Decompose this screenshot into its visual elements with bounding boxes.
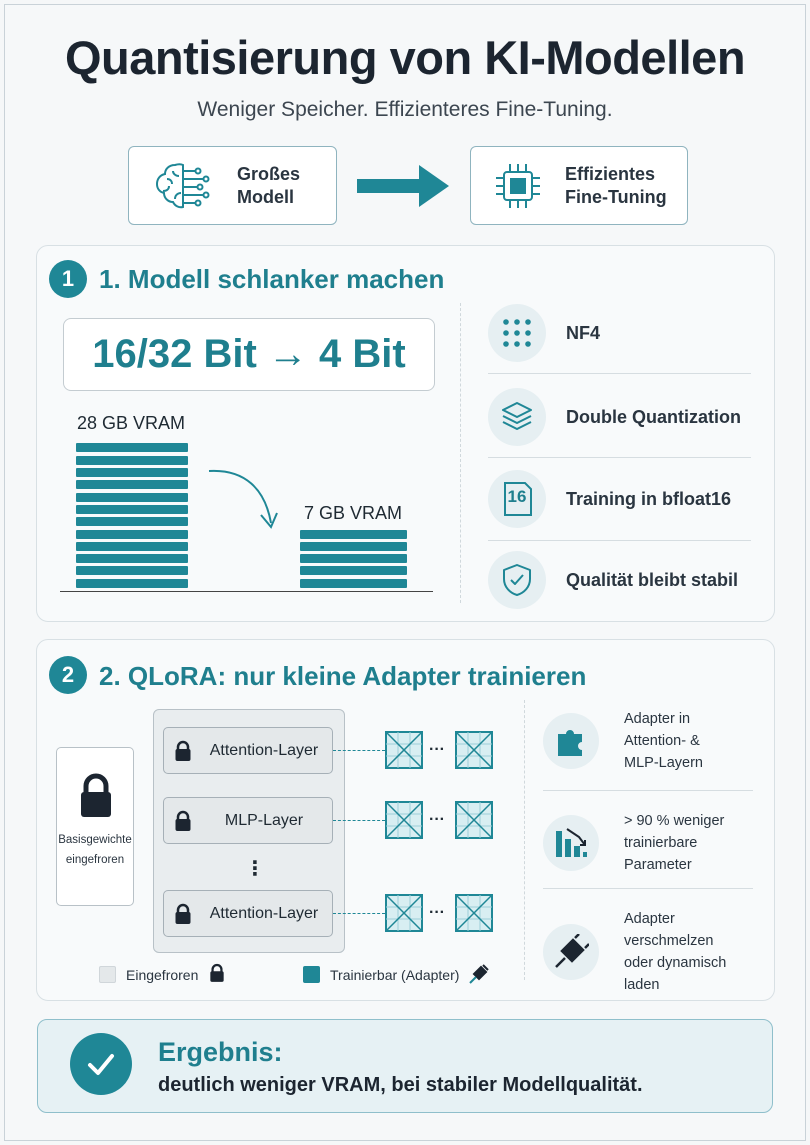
benefit-text: Adapter verschmelzen: [624, 911, 714, 949]
section2-title: 2. QLoRA: nur kleine Adapter trainieren: [99, 661, 587, 691]
adapter-connector: [333, 913, 385, 914]
benefit-row-fewer-params: [543, 810, 753, 876]
benefit-row-merge-adapters: [543, 908, 753, 996]
layer-attention-1: [163, 727, 333, 774]
benefit-text: Attention- &: [624, 733, 700, 749]
vram-block: [76, 517, 188, 526]
sixteen-badge-icon: [488, 470, 546, 528]
benefit-text: Adapter in: [624, 711, 691, 727]
page-subtitle: Weniger Speicher. Effizienteres Fine-Tuning.: [197, 98, 613, 121]
plug-icon: [543, 924, 599, 980]
legend-trainable-label: Trainierbar (Adapter): [330, 967, 460, 983]
section2-divider: [524, 700, 525, 980]
vram-block: [76, 554, 188, 563]
check-icon: [70, 1033, 132, 1095]
benefit-text: trainierbare: [624, 835, 698, 851]
target-label-line1: Effizientes: [565, 163, 656, 184]
vram-block: [76, 468, 188, 477]
adapter-matrix-icon: [385, 801, 423, 839]
vram-block: [76, 542, 188, 551]
layer-attention-2: [163, 890, 333, 937]
adapter-matrix-icon: [385, 731, 423, 769]
adapter-ellipsis: ···: [429, 741, 445, 758]
legend-plug-icon: [467, 962, 491, 986]
shrink-arrow-icon: [205, 465, 285, 537]
vram-block: [300, 542, 407, 551]
legend-frozen-swatch: [99, 966, 116, 983]
benefit-text: MLP-Layern: [624, 755, 703, 771]
vram-block: [76, 530, 188, 539]
result-text: deutlich weniger VRAM, bei stabiler Modellqualität.: [158, 1074, 643, 1096]
legend-lock-icon: [209, 963, 225, 983]
feature-label: Qualität bleibt stabil: [566, 569, 739, 590]
base-weights-line2: eingefroren: [65, 854, 125, 866]
benefit-text: laden: [624, 977, 660, 993]
vram-block: [300, 579, 407, 588]
benefit-text: oder dynamisch: [624, 955, 727, 971]
adapter-matrix-icon: [455, 894, 493, 932]
source-label-line1: Großes: [237, 163, 301, 184]
base-weights-box: [56, 747, 134, 906]
benefit-text: > 90 % weniger: [624, 813, 725, 829]
feature-row-nf4: [488, 304, 751, 362]
vram-block: [76, 480, 188, 489]
source-model-box: [128, 146, 337, 225]
target-finetuning-box: [470, 146, 688, 225]
vram-block: [76, 493, 188, 502]
section1-title: 1. Modell schlanker machen: [99, 264, 445, 294]
source-label-line2: Modell: [237, 186, 294, 207]
adapter-matrix-icon: [455, 731, 493, 769]
vram-block: [76, 456, 188, 465]
section1-number-badge: 1: [49, 260, 87, 298]
layer-label: MLP-Layer: [224, 811, 304, 829]
puzzle-icon: [543, 713, 599, 769]
result-box: [37, 1019, 773, 1113]
dot-grid-icon: [488, 304, 546, 362]
chip-icon: [493, 161, 543, 211]
bit-reduction-box: 16/32 Bit → 4 Bit: [63, 318, 435, 391]
vram-block: [76, 579, 188, 588]
vram-block: [300, 566, 407, 575]
layer-label: Attention-Layer: [209, 904, 319, 922]
feature-row-bfloat16: [488, 470, 751, 528]
layer-label: Attention-Layer: [209, 741, 319, 759]
feature-row-double-quant: [488, 388, 751, 446]
feature-divider: [488, 540, 751, 541]
legend-frozen-label: Eingefroren: [126, 967, 199, 983]
vram-block: [300, 530, 407, 539]
lock-icon: [174, 810, 196, 832]
feature-divider: [488, 457, 751, 458]
lock-icon: [174, 903, 196, 925]
vram-block: [76, 443, 188, 452]
feature-label: NF4: [566, 322, 601, 343]
feature-divider: [488, 373, 751, 374]
sixteen-badge-text: 16: [507, 487, 527, 506]
feature-label: Training in bfloat16: [566, 488, 732, 509]
result-title: Ergebnis:: [158, 1037, 283, 1067]
feature-label: Double Quantization: [566, 406, 741, 427]
benefit-divider: [543, 790, 753, 791]
vram-baseline: [60, 591, 433, 592]
vram-before-label: 28 GB VRAM: [77, 413, 186, 433]
target-label-line2: Fine-Tuning: [565, 186, 667, 207]
vram-block: [300, 554, 407, 563]
benefit-text: Parameter: [624, 857, 692, 873]
bar-chart-down-icon: [543, 815, 599, 871]
vram-block: [76, 566, 188, 575]
base-weights-line1: Basisgewichte: [58, 834, 132, 846]
feature-row-quality: [488, 551, 751, 609]
layers-icon: [488, 388, 546, 446]
page-title: Quantisierung von KI-Modellen: [64, 31, 746, 84]
brain-circuit-icon: [153, 159, 215, 213]
adapter-matrix-icon: [385, 894, 423, 932]
adapter-matrix-icon: [455, 801, 493, 839]
adapter-connector: [333, 750, 385, 751]
vram-block: [76, 505, 188, 514]
benefit-row-adapter-layers: [543, 708, 753, 774]
lock-icon: [78, 773, 114, 819]
section1-divider: [460, 303, 461, 603]
adapter-ellipsis: ···: [429, 811, 445, 828]
legend-trainable-swatch: [303, 966, 320, 983]
section2-number-badge: 2: [49, 656, 87, 694]
benefit-divider: [543, 888, 753, 889]
lock-icon: [174, 740, 196, 762]
arrow-right-icon: [357, 165, 449, 212]
adapter-ellipsis: ···: [429, 904, 445, 921]
shield-check-icon: [488, 551, 546, 609]
adapter-connector: [333, 820, 385, 821]
layer-mlp: [163, 797, 333, 844]
layers-vertical-ellipsis: ⋮: [245, 858, 265, 880]
vram-after-label: 7 GB VRAM: [304, 503, 403, 523]
